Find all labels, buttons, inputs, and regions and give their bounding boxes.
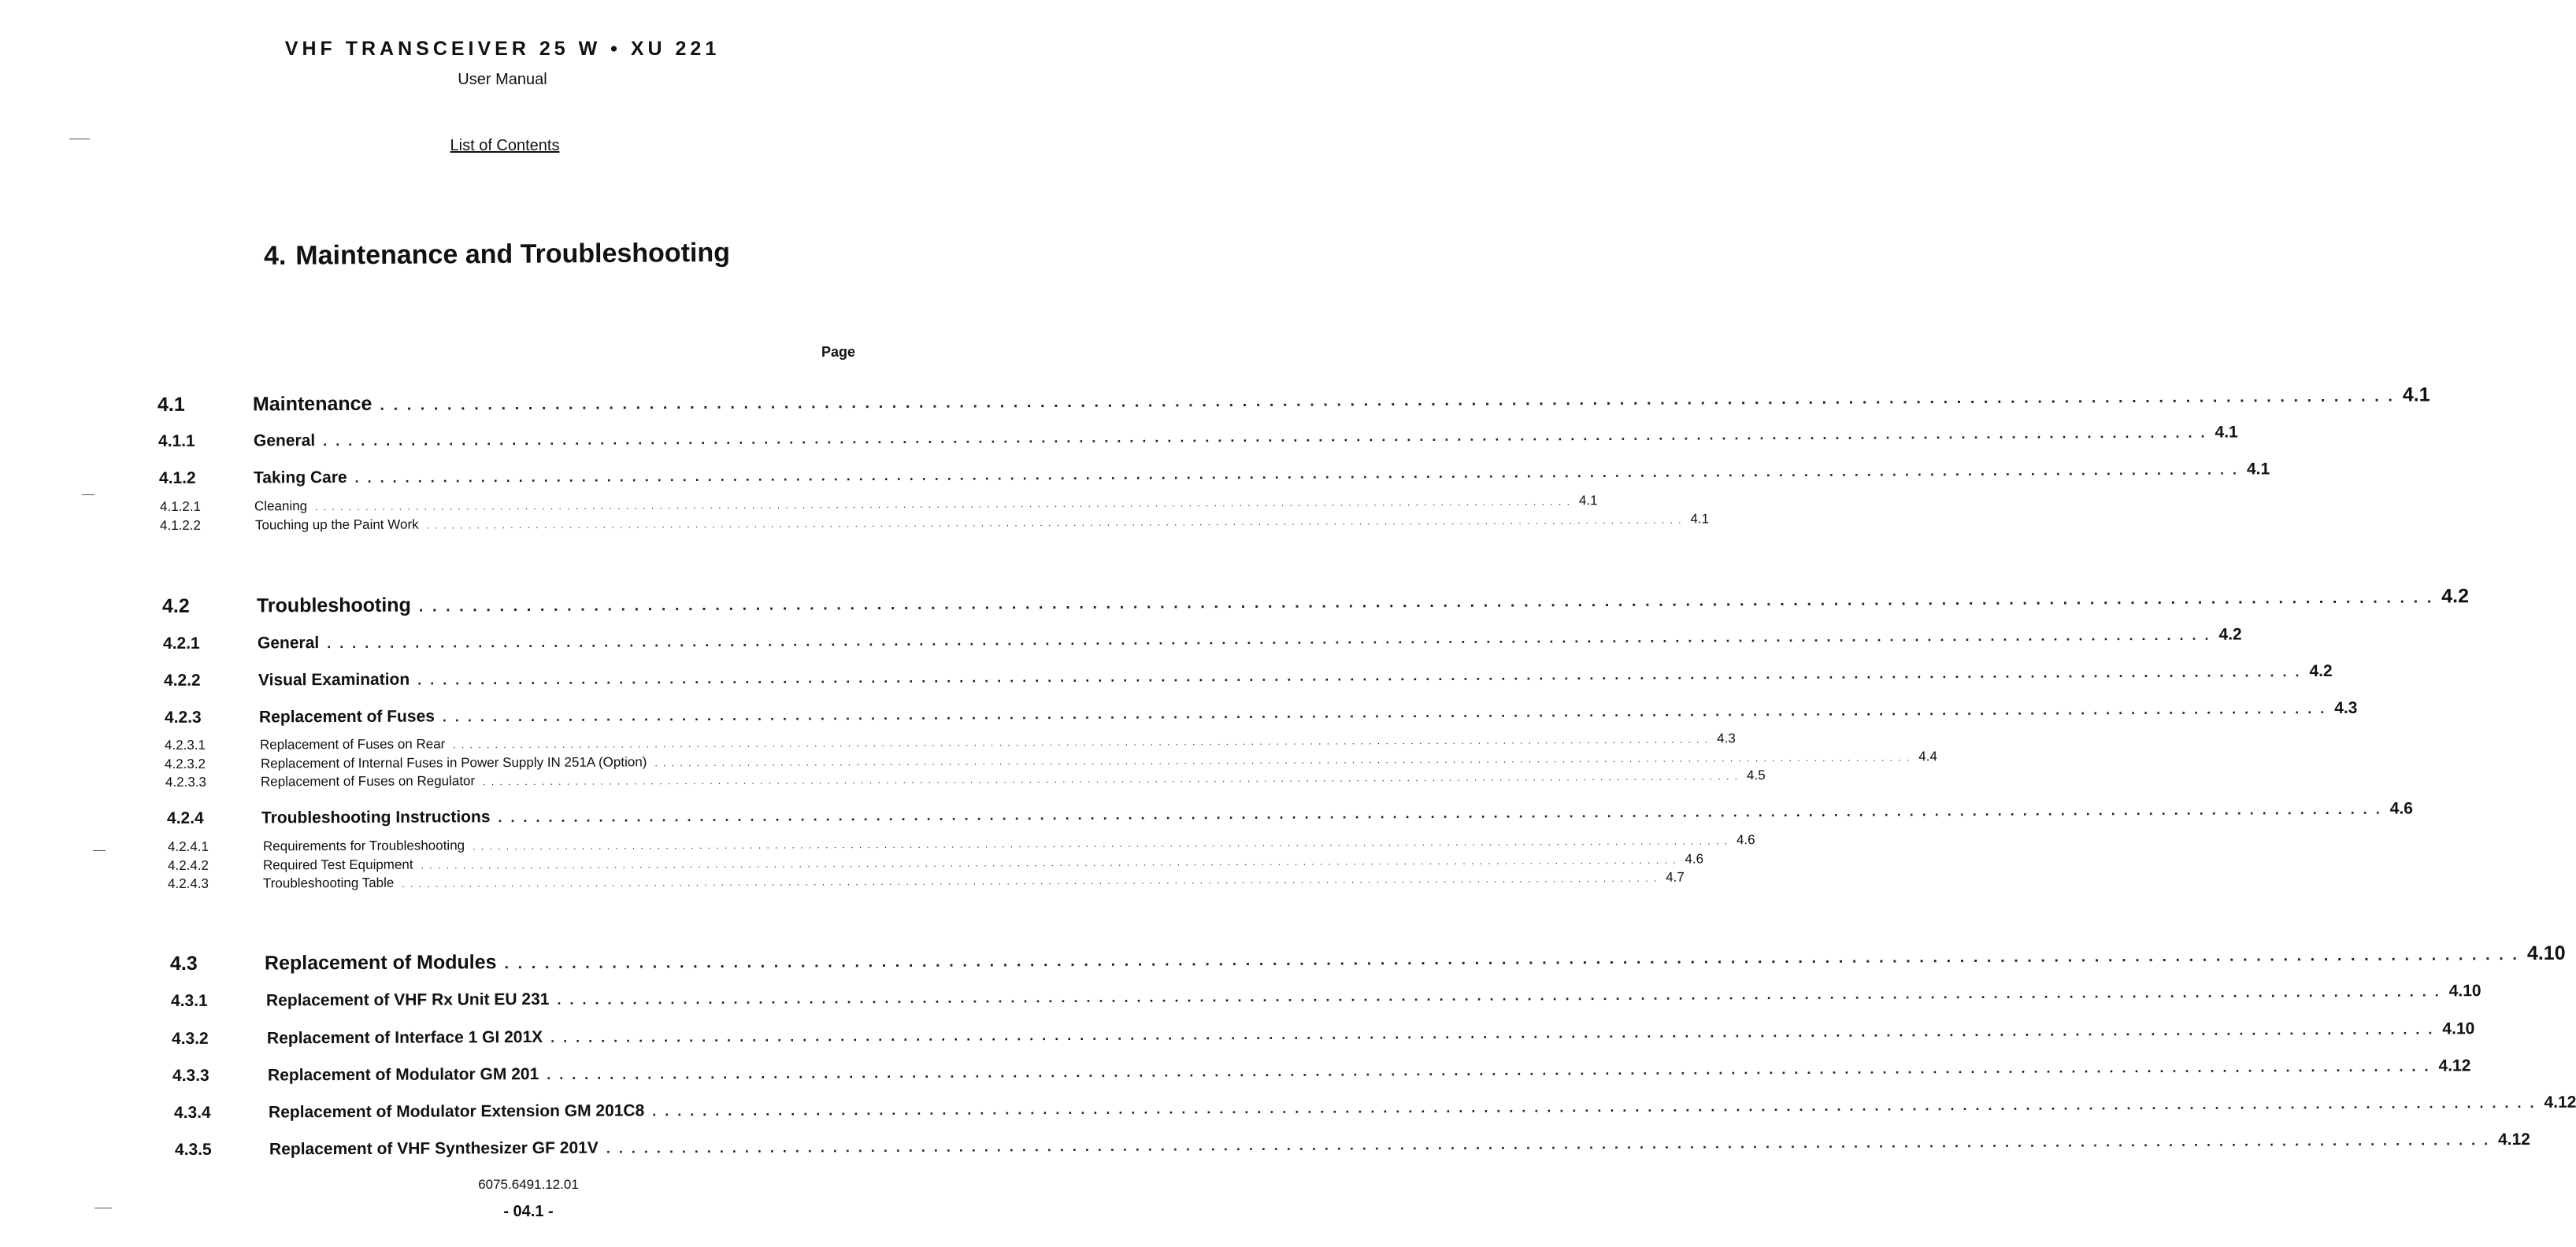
toc-entry-number: 4.3.3 xyxy=(172,1066,209,1085)
toc-entry xyxy=(172,1056,2471,1086)
toc-entry xyxy=(167,832,1755,855)
toc-entry-number: 4.2.3.3 xyxy=(165,774,207,790)
chapter-number: 4. xyxy=(263,240,287,271)
toc-entry-page: 4.12 xyxy=(2438,1056,2471,1075)
toc-entry-page: 4.1 xyxy=(1690,511,1710,527)
toc-entry-title: Replacement of Fuses xyxy=(258,707,435,727)
toc-entry-title: Replacement of Modulator GM 201 xyxy=(267,1064,539,1085)
toc-entry xyxy=(161,585,2470,618)
toc-entry xyxy=(166,799,2414,828)
toc-entry-page: 4.1 xyxy=(2246,460,2270,479)
toc-entry-title: Troubleshooting xyxy=(256,594,411,617)
toc-entry-title: Replacement of Fuses on Regulator xyxy=(260,773,476,790)
toc-entry xyxy=(158,423,2238,451)
toc-entry-title: Replacement of VHF Synthesizer GF 201V xyxy=(269,1138,599,1159)
toc-entry-title: Maintenance xyxy=(252,392,373,416)
document-title: VHF TRANSCEIVER 25 W • XU 221 xyxy=(284,38,721,60)
toc-entry-number: 4.1.2 xyxy=(158,468,196,487)
toc-entry-page: 4.7 xyxy=(1666,869,1685,885)
toc-entry-title: Replacement of Modules xyxy=(264,951,497,975)
toc-entry xyxy=(158,460,2270,488)
chapter-title: Maintenance and Troubleshooting xyxy=(295,237,731,271)
toc-entry xyxy=(163,661,2333,690)
toc-entry-title: Touching up the Paint Work xyxy=(254,516,419,533)
dot-leader: . . . . . . . . . . . . . . . . . . . . . . . . . . . . . . . . . . . . . . . . . . . . . . . . . . . . . . . . . . . . . . . . . . . . . . . . . . . . . . . . . . . . . . . . . . . . . . . . . . . . . . . . . . . . . . . . . . . . . . . . . . . . . . . . . . . . . . . . . . . . . . . . . . . . . . xyxy=(426,514,1683,531)
toc-entry-title: Replacement of Interface 1 GI 201X xyxy=(266,1027,543,1048)
toc-entry xyxy=(164,749,1937,772)
toc-entry-page: 4.6 xyxy=(1685,851,1704,867)
dot-leader: . . . . . . . . . . . . . . . . . . . . . . . . . . . . . . . . . . . . . . . . . . . . . . . . . . . . . . . . . . . . . . . . . . . . . . . . . . . . . . . . . . . . . . . . . . . . . . . . . . . . . . . . . . . . . . . . . . . . . . . . . . . . . . . . . . . . . . . . . . . . . . . . . . . . . . xyxy=(654,752,1911,769)
toc-entry-title: Troubleshooting Table xyxy=(262,875,395,891)
toc-entry-page: 4.12 xyxy=(2544,1093,2576,1112)
toc-entry-number: 4.3.1 xyxy=(170,991,208,1010)
toc-entry-number: 4.2.4.1 xyxy=(167,838,209,854)
toc-entry-number: 4.2.2 xyxy=(163,671,201,690)
document-subtitle: User Manual xyxy=(458,71,547,88)
dot-leader: . . . . . . . . . . . . . . . . . . . . . . . . . . . . . . . . . . . . . . . . . . . . . . . . . . . . . . . . . . . . . . . . . . . . . . . . . . . . . . . . . . . . . . . . . . . . . . . . . . . . . . . . . . . . . . . . . . . . . . . . . . . . . . . . . . . . . . . . . . . . . . . . . . . . . . xyxy=(402,872,1659,890)
toc-entry xyxy=(174,1130,2530,1160)
toc-entry-page: 4.6 xyxy=(2389,799,2414,818)
toc-entry-number: 4.1.1 xyxy=(158,431,195,450)
document-code: 6075.6491.12.01 xyxy=(478,1177,579,1192)
toc-entry-number: 4.2.4.2 xyxy=(167,857,209,873)
toc-entry-number: 4.2.1 xyxy=(162,634,200,653)
list-of-contents-heading: List of Contents xyxy=(450,137,560,154)
toc-entry-number: 4.2.4 xyxy=(166,809,204,827)
toc-entry-number: 4.3.5 xyxy=(174,1140,212,1159)
toc-entry xyxy=(162,625,2242,653)
toc-entry xyxy=(170,982,2481,1011)
dot-leader: . . . . . . . . . . . . . . . . . . . . . . . . . . . . . . . . . . . . . . . . . . . . . . . . . . . . . . . . . . . . . . . . . . . . . . . . . . . . . . . . . . . . . . . . . . . . . . . . . . . . . . . . . . . . . . . . . . . . . . . . . . . . . . . . . . . . . . . . . . . . . . . . . . . . . . xyxy=(417,664,2302,688)
toc-entry xyxy=(165,768,1766,790)
dot-leader: . . . . . . . . . . . . . . . . . . . . . . . . . . . . . . . . . . . . . . . . . . . . . . . . . . . . . . . . . . . . . . . . . . . . . . . . . . . . . . . . . . . . . . . . . . . . . . . . . . . . . . . . . . . . . . . . . . . . . . . . . . . . . . . . . . . . . . . . . . . . . . . . . . . . . . xyxy=(418,589,2434,616)
page-number: - 04.1 - xyxy=(503,1203,554,1220)
toc-entry-number: 4.2 xyxy=(161,594,190,617)
toc-entry xyxy=(157,383,2430,416)
dot-leader: . . . . . . . . . . . . . . . . . . . . . . . . . . . . . . . . . . . . . . . . . . . . . . . . . . . . . . . . . . . . . . . . . . . . . . . . . . . . . . . . . . . . . . . . . . . . . . . . . . . . . . . . . . . . . . . . . . . . . . . . . . . . . . . . . . . . . . . . . . . . . . . . . . . . . . xyxy=(354,461,2239,486)
dot-leader: . . . . . . . . . . . . . . . . . . . . . . . . . . . . . . . . . . . . . . . . . . . . . . . . . . . . . . . . . . . . . . . . . . . . . . . . . . . . . . . . . . . . . . . . . . . . . . . . . . . . . . . . . . . . . . . . . . . . . . . . . . . . . . . . . . . . . . . . . . . . . . . . . . . . . . xyxy=(380,387,2395,414)
toc-entry xyxy=(164,698,2358,727)
toc-entry-page: 4.1 xyxy=(1578,493,1598,509)
toc-entry-title: Replacement of VHF Rx Unit EU 231 xyxy=(265,990,550,1010)
toc-entry-number: 4.1.2.1 xyxy=(159,498,202,514)
toc-entry-number: 4.2.3.2 xyxy=(164,756,206,772)
toc-entry-title: Replacement of Internal Fuses in Power Supply IN 251A (Option) xyxy=(260,754,647,772)
toc-entry xyxy=(164,731,1736,753)
toc-entry-page: 4.6 xyxy=(1736,832,1755,848)
toc-entry-title: Troubleshooting Instructions xyxy=(261,808,491,827)
dot-leader: . . . . . . . . . . . . . . . . . . . . . . . . . . . . . . . . . . . . . . . . . . . . . . . . . . . . . . . . . . . . . . . . . . . . . . . . . . . . . . . . . . . . . . . . . . . . . . . . . . . . . . . . . . . . . . . . . . . . . . . . . . . . . . . . . . . . . . . . . . . . . . . . . . . . . . xyxy=(652,1094,2537,1119)
toc-entry-number: 4.1.2.2 xyxy=(159,517,202,533)
dot-leader: . . . . . . . . . . . . . . . . . . . . . . . . . . . . . . . . . . . . . . . . . . . . . . . . . . . . . . . . . . . . . . . . . . . . . . . . . . . . . . . . . . . . . . . . . . . . . . . . . . . . . . . . . . . . . . . . . . . . . . . . . . . . . . . . . . . . . . . . . . . . . . . . . . . . . . xyxy=(473,835,1729,853)
toc-entry-page: 4.2 xyxy=(2309,661,2333,681)
toc-entry-number: 4.3.2 xyxy=(171,1029,209,1048)
toc-entry-title: Visual Examination xyxy=(258,670,410,690)
toc-entry-page: 4.5 xyxy=(1746,768,1766,783)
dot-leader: . . . . . . . . . . . . . . . . . . . . . . . . . . . . . . . . . . . . . . . . . . . . . . . . . . . . . . . . . . . . . . . . . . . . . . . . . . . . . . . . . . . . . . . . . . . . . . . . . . . . . . . . . . . . . . . . . . . . . . . . . . . . . . . . . . . . . . . . . . . . . . . . . . . . . . xyxy=(453,734,1710,751)
toc-entry-page: 4.3 xyxy=(1717,731,1736,746)
dot-leader: . . . . . . . . . . . . . . . . . . . . . . . . . . . . . . . . . . . . . . . . . . . . . . . . . . . . . . . . . . . . . . . . . . . . . . . . . . . . . . . . . . . . . . . . . . . . . . . . . . . . . . . . . . . . . . . . . . . . . . . . . . . . . . . . . . . . . . . . . . . . . . . . . . . . . . xyxy=(504,945,2519,973)
toc-entry-title: Requirements for Troubleshooting xyxy=(262,838,465,854)
dot-leader: . . . . . . . . . . . . . . . . . . . . . . . . . . . . . . . . . . . . . . . . . . . . . . . . . . . . . . . . . . . . . . . . . . . . . . . . . . . . . . . . . . . . . . . . . . . . . . . . . . . . . . . . . . . . . . . . . . . . . . . . . . . . . . . . . . . . . . . . . . . . . . . . . . . . . . xyxy=(483,771,1740,788)
toc-entry-page: 4.3 xyxy=(2334,698,2358,717)
toc-entry xyxy=(171,1019,2475,1049)
dot-leader: . . . . . . . . . . . . . . . . . . . . . . . . . . . . . . . . . . . . . . . . . . . . . . . . . . . . . . . . . . . . . . . . . . . . . . . . . . . . . . . . . . . . . . . . . . . . . . . . . . . . . . . . . . . . . . . . . . . . . . . . . . . . . . . . . . . . . . . . . . . . . . . . . . . . . . xyxy=(327,627,2211,652)
toc-entry xyxy=(167,851,1704,874)
toc-entry xyxy=(167,869,1685,892)
toc-entry-title: General xyxy=(253,431,316,450)
toc-entry-page: 4.2 xyxy=(2441,585,2470,608)
toc-entry-page: 4.10 xyxy=(2442,1019,2475,1038)
toc-entry-number: 4.2.3.1 xyxy=(164,737,206,753)
toc-entry xyxy=(173,1093,2576,1123)
dot-leader: . . . . . . . . . . . . . . . . . . . . . . . . . . . . . . . . . . . . . . . . . . . . . . . . . . . . . . . . . . . . . . . . . . . . . . . . . . . . . . . . . . . . . . . . . . . . . . . . . . . . . . . . . . . . . . . . . . . . . . . . . . . . . . . . . . . . . . . . . . . . . . . . . . . . . . xyxy=(606,1132,2491,1156)
scan-mark xyxy=(82,494,95,495)
toc-entry-title: Replacement of Modulator Extension GM 201C8 xyxy=(268,1101,645,1122)
toc-entry-page: 4.1 xyxy=(2215,423,2238,442)
toc-entry-page: 4.10 xyxy=(2448,982,2481,1001)
toc-entry xyxy=(159,493,1598,515)
dot-leader: . . . . . . . . . . . . . . . . . . . . . . . . . . . . . . . . . . . . . . . . . . . . . . . . . . . . . . . . . . . . . . . . . . . . . . . . . . . . . . . . . . . . . . . . . . . . . . . . . . . . . . . . . . . . . . . . . . . . . . . . . . . . . . . . . . . . . . . . . . . . . . . . . . . . . . xyxy=(421,854,1677,871)
dot-leader: . . . . . . . . . . . . . . . . . . . . . . . . . . . . . . . . . . . . . . . . . . . . . . . . . . . . . . . . . . . . . . . . . . . . . . . . . . . . . . . . . . . . . . . . . . . . . . . . . . . . . . . . . . . . . . . . . . . . . . . . . . . . . . . . . . . . . . . . . . . . . . . . . . . . . . xyxy=(442,701,2327,725)
toc-entry xyxy=(169,942,2566,975)
toc-entry-title: Replacement of Fuses on Rear xyxy=(259,736,446,753)
toc-entry-title: General xyxy=(257,634,320,653)
toc-entry-page: 4.12 xyxy=(2498,1130,2530,1149)
dot-leader: . . . . . . . . . . . . . . . . . . . . . . . . . . . . . . . . . . . . . . . . . . . . . . . . . . . . . . . . . . . . . . . . . . . . . . . . . . . . . . . . . . . . . . . . . . . . . . . . . . . . . . . . . . . . . . . . . . . . . . . . . . . . . . . . . . . . . . . . . . . . . . . . . . . . . . xyxy=(550,1021,2435,1045)
toc-entry-page: 4.4 xyxy=(1918,749,1937,764)
dot-leader: . . . . . . . . . . . . . . . . . . . . . . . . . . . . . . . . . . . . . . . . . . . . . . . . . . . . . . . . . . . . . . . . . . . . . . . . . . . . . . . . . . . . . . . . . . . . . . . . . . . . . . . . . . . . . . . . . . . . . . . . . . . . . . . . . . . . . . . . . . . . . . . . . . . . . . xyxy=(315,496,1572,513)
dot-leader: . . . . . . . . . . . . . . . . . . . . . . . . . . . . . . . . . . . . . . . . . . . . . . . . . . . . . . . . . . . . . . . . . . . . . . . . . . . . . . . . . . . . . . . . . . . . . . . . . . . . . . . . . . . . . . . . . . . . . . . . . . . . . . . . . . . . . . . . . . . . . . . . . . . . . . xyxy=(323,424,2207,450)
toc-entry-title: Cleaning xyxy=(254,498,308,514)
toc-entry-page: 4.10 xyxy=(2526,942,2566,964)
scan-mark xyxy=(93,850,106,851)
toc-entry-page: 4.2 xyxy=(2218,625,2242,644)
toc-entry xyxy=(159,511,1710,534)
page-column-label: Page xyxy=(821,344,856,360)
toc-entry-title: Required Test Equipment xyxy=(262,857,413,873)
toc-entry-number: 4.3.4 xyxy=(173,1103,211,1122)
toc-entry-number: 4.1 xyxy=(157,393,185,416)
toc-entry-number: 4.2.3 xyxy=(164,708,202,727)
dot-leader: . . . . . . . . . . . . . . . . . . . . . . . . . . . . . . . . . . . . . . . . . . . . . . . . . . . . . . . . . . . . . . . . . . . . . . . . . . . . . . . . . . . . . . . . . . . . . . . . . . . . . . . . . . . . . . . . . . . . . . . . . . . . . . . . . . . . . . . . . . . . . . . . . . . . . . xyxy=(557,983,2441,1008)
toc-entry-page: 4.1 xyxy=(2402,383,2430,406)
dot-leader: . . . . . . . . . . . . . . . . . . . . . . . . . . . . . . . . . . . . . . . . . . . . . . . . . . . . . . . . . . . . . . . . . . . . . . . . . . . . . . . . . . . . . . . . . . . . . . . . . . . . . . . . . . . . . . . . . . . . . . . . . . . . . . . . . . . . . . . . . . . . . . . . . . . . . . xyxy=(498,801,2382,826)
toc-entry-title: Taking Care xyxy=(253,468,347,487)
dot-leader: . . . . . . . . . . . . . . . . . . . . . . . . . . . . . . . . . . . . . . . . . . . . . . . . . . . . . . . . . . . . . . . . . . . . . . . . . . . . . . . . . . . . . . . . . . . . . . . . . . . . . . . . . . . . . . . . . . . . . . . . . . . . . . . . . . . . . . . . . . . . . . . . . . . . . . xyxy=(547,1058,2431,1082)
toc-entry-number: 4.3 xyxy=(169,952,198,975)
toc-entry-number: 4.2.4.3 xyxy=(167,875,209,891)
